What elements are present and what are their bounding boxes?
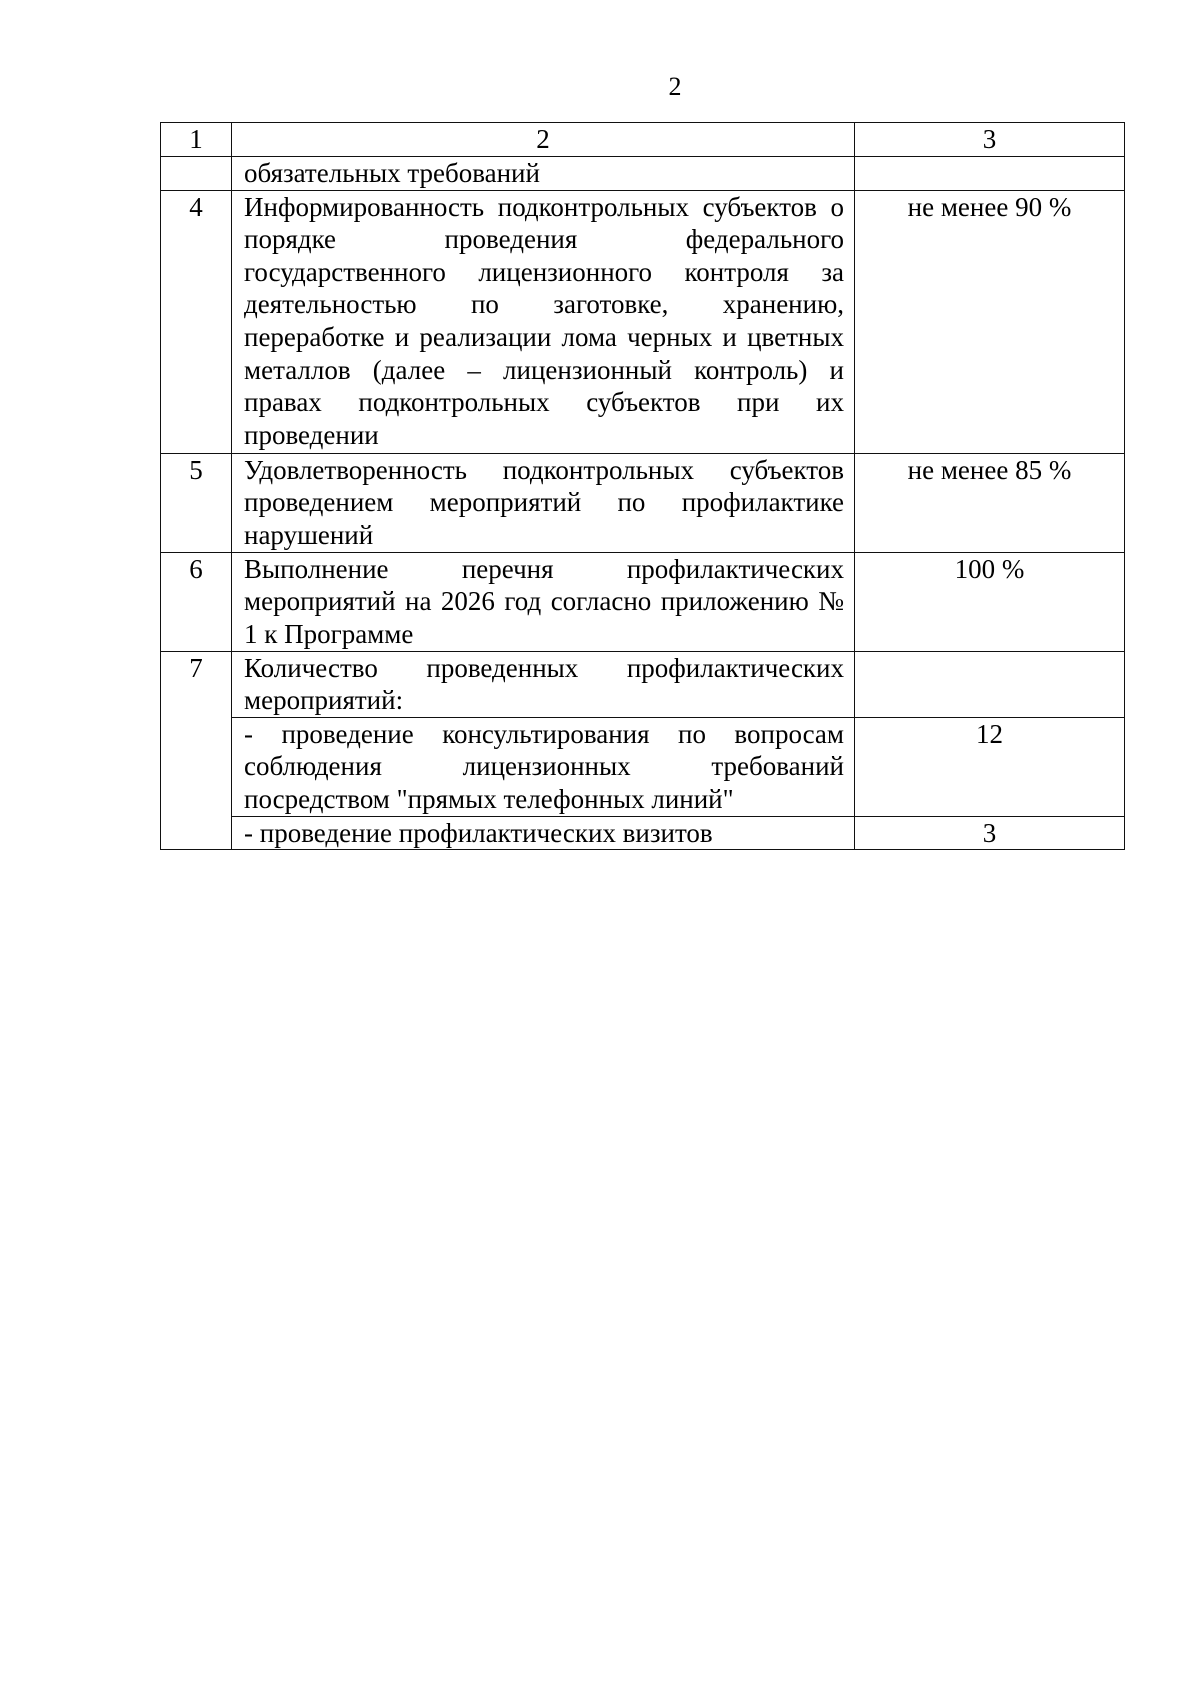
indicators-table <box>160 122 1125 850</box>
table-row <box>161 552 1125 651</box>
column-header-1: 1 <box>161 123 232 157</box>
table-row <box>161 651 1125 717</box>
table-row <box>161 816 1125 850</box>
row-number: 7 <box>161 651 232 850</box>
sub-indicator-value: 3 <box>855 816 1125 850</box>
indicator-target-value: 100 % <box>855 552 1125 651</box>
table-cell-empty <box>855 651 1125 717</box>
table-cell-empty <box>855 157 1125 191</box>
row-number: 4 <box>161 190 232 453</box>
indicator-target-value: не менее 85 % <box>855 453 1125 552</box>
sub-indicator-value: 12 <box>855 717 1125 816</box>
table-cell-empty <box>161 157 232 191</box>
indicator-description: Удовлетворенность подконтрольных субъектов проведением мероприятий по профилактике нарушений <box>232 453 855 552</box>
indicator-description: Выполнение перечня профилактических мероприятий на 2026 год согласно приложению № 1 к Программе <box>232 552 855 651</box>
page-number: 2 <box>668 72 682 101</box>
sub-indicator-description: - проведение профилактических визитов <box>232 816 855 850</box>
table-row <box>161 190 1125 453</box>
table-row-continuation <box>161 157 1125 191</box>
continuation-text: обязательных требований <box>232 157 855 191</box>
indicator-description: Количество проведенных профилактических мероприятий: <box>232 651 855 717</box>
table-header-row <box>161 123 1125 157</box>
row-number: 5 <box>161 453 232 552</box>
column-header-2: 2 <box>232 123 855 157</box>
table-row <box>161 453 1125 552</box>
indicator-description: Информированность подконтрольных субъектов о порядке проведения федерального государственного лицензионного контроля за деятельностью по заготовке, хранению, переработке и реализации лома черных и цветных металлов (далее – лицензионный контроль) и правах подконтрольных субъектов при их проведении <box>232 190 855 453</box>
row-number: 6 <box>161 552 232 651</box>
column-header-3: 3 <box>855 123 1125 157</box>
sub-indicator-description: - проведение консультирования по вопросам соблюдения лицензионных требований посредством "прямых телефонных линий" <box>232 717 855 816</box>
indicator-target-value: не менее 90 % <box>855 190 1125 453</box>
table-row <box>161 717 1125 816</box>
